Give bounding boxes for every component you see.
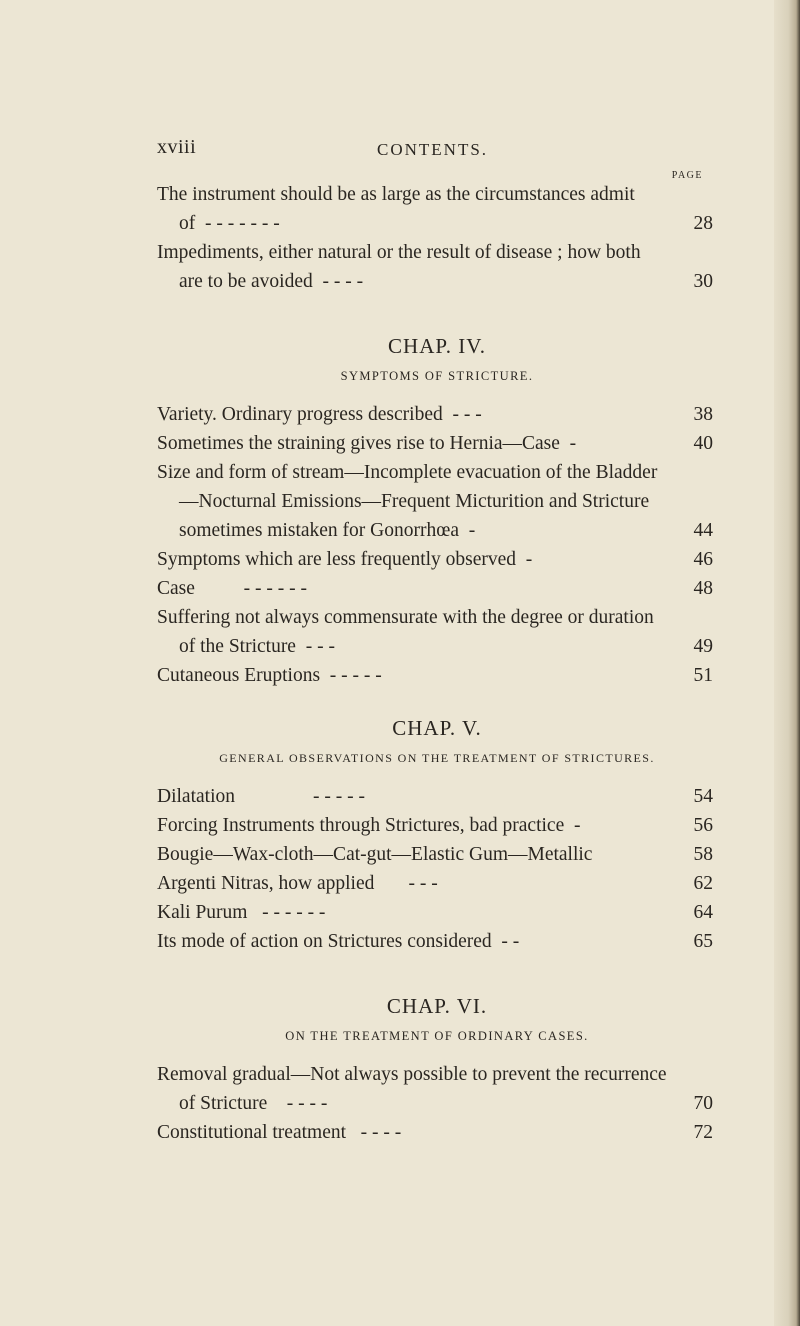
- entry-page-number: 56: [693, 815, 713, 836]
- chapter-v: [157, 716, 717, 956]
- chapter-heading: CHAP. VI.: [386, 994, 488, 1018]
- toc-entry: [157, 869, 717, 898]
- entry-text: Cutaneous Eruptions: [157, 665, 321, 686]
- entry-page-number: 44: [693, 520, 713, 541]
- entry-text: Impediments, either natural or the result of disease ; how both are to be avoided: [157, 242, 641, 292]
- page-folio: xviii: [157, 136, 197, 158]
- chapter-subtitle: SYMPTOMS OF STRICTURE.: [340, 369, 534, 383]
- entry-page-number: 58: [693, 844, 713, 865]
- entry-leader: - - -: [305, 636, 335, 657]
- entry-text: Forcing Instruments through Strictures, bad practice: [157, 815, 565, 836]
- entry-leader: - - - - - -: [243, 578, 307, 599]
- entry-text: Its mode of action on Strictures considered: [157, 931, 492, 952]
- chapter-entries: [157, 400, 717, 690]
- chapter-heading: CHAP. IV.: [388, 334, 486, 358]
- toc-entry: [157, 545, 717, 574]
- entry-page-number: 38: [693, 404, 713, 425]
- entry-text: Bougie—Wax-cloth—Cat-gut—Elastic Gum—Metallic: [157, 844, 593, 865]
- toc-entry: [157, 661, 717, 690]
- entry-leader: - - - - - - -: [205, 213, 280, 234]
- entry-leader: - -: [501, 931, 520, 952]
- entry-leader: - - - - - -: [262, 902, 326, 923]
- intro-entries: [157, 180, 717, 296]
- toc-entry: [157, 811, 717, 840]
- page-edge-shadow: [774, 0, 800, 1326]
- entry-page-number: 64: [693, 902, 713, 923]
- entry-page-number: 28: [693, 213, 713, 234]
- contents-page: [157, 130, 717, 1147]
- entry-leader: - - - - -: [312, 786, 365, 807]
- entry-leader: -: [525, 549, 533, 570]
- entry-page-number: 54: [693, 786, 713, 807]
- entry-leader: - - -: [408, 873, 438, 894]
- running-title: CONTENTS.: [377, 140, 489, 159]
- toc-entry: [157, 1060, 717, 1118]
- entry-text: Removal gradual—Not always possible to prevent the recurrence of Stricture: [157, 1064, 667, 1114]
- chapter-subtitle: ON THE TREATMENT OF ORDINARY CASES.: [285, 1029, 589, 1043]
- entry-page-number: 40: [693, 433, 713, 454]
- toc-entry: [157, 400, 717, 429]
- toc-entry: [157, 429, 717, 458]
- chapter-subtitle: GENERAL OBSERVATIONS ON THE TREATMENT OF STRICTURES.: [219, 751, 655, 765]
- toc-entry: [157, 603, 717, 661]
- toc-entry: [157, 238, 717, 296]
- chapter-entries: [157, 1060, 717, 1147]
- entry-leader: - - - -: [286, 1093, 328, 1114]
- entry-page-number: 72: [693, 1122, 713, 1143]
- entry-text: Variety. Ordinary progress described: [157, 404, 443, 425]
- chapter-vi: [157, 994, 717, 1147]
- toc-entry: [157, 180, 717, 238]
- entry-text: Argenti Nitras, how applied: [157, 873, 375, 894]
- entry-leader: - - -: [452, 404, 482, 425]
- entry-leader: -: [573, 815, 581, 836]
- entry-text: Constitutional treatment: [157, 1122, 347, 1143]
- toc-entry: [157, 927, 717, 956]
- toc-entry: [157, 574, 717, 603]
- entry-page-number: 51: [693, 665, 713, 686]
- entry-leader: - - - -: [322, 271, 364, 292]
- entry-page-number: 46: [693, 549, 713, 570]
- entry-text: Kali Purum: [157, 902, 248, 923]
- entry-text: Symptoms which are less frequently observed: [157, 549, 517, 570]
- entry-page-number: 30: [693, 271, 713, 292]
- toc-entry: [157, 782, 717, 811]
- toc-entry: [157, 898, 717, 927]
- chapter-iv: [157, 334, 717, 690]
- entry-text: Size and form of stream—Incomplete evacuation of the Bladder—Nocturnal Emissions—Frequent Micturition and Stricture sometimes mistaken for Gonorrhœa: [157, 462, 658, 541]
- chapter-entries: [157, 782, 717, 956]
- entry-leader: -: [468, 520, 476, 541]
- entry-text: Dilatation: [157, 786, 235, 807]
- entry-leader: - - - -: [360, 1122, 402, 1143]
- page-column-label: PAGE: [671, 170, 703, 181]
- running-head: [157, 130, 717, 181]
- entry-text: Suffering not always commensurate with the degree or duration of the Stricture: [157, 607, 654, 657]
- toc-entry: [157, 1118, 717, 1147]
- toc-entry: [157, 458, 717, 545]
- entry-text: The instrument should be as large as the circumstances admit of: [157, 184, 635, 234]
- entry-page-number: 70: [693, 1093, 713, 1114]
- entry-leader: - - - - -: [329, 665, 382, 686]
- toc-entry: [157, 840, 717, 869]
- entry-page-number: 49: [693, 636, 713, 657]
- entry-page-number: 48: [693, 578, 713, 599]
- entry-page-number: 62: [693, 873, 713, 894]
- chapter-heading: CHAP. V.: [392, 716, 482, 740]
- entry-text: Sometimes the straining gives rise to Hernia—Case: [157, 433, 560, 454]
- entry-page-number: 65: [693, 931, 713, 952]
- entry-leader: -: [569, 433, 577, 454]
- entry-text: Case: [157, 578, 195, 599]
